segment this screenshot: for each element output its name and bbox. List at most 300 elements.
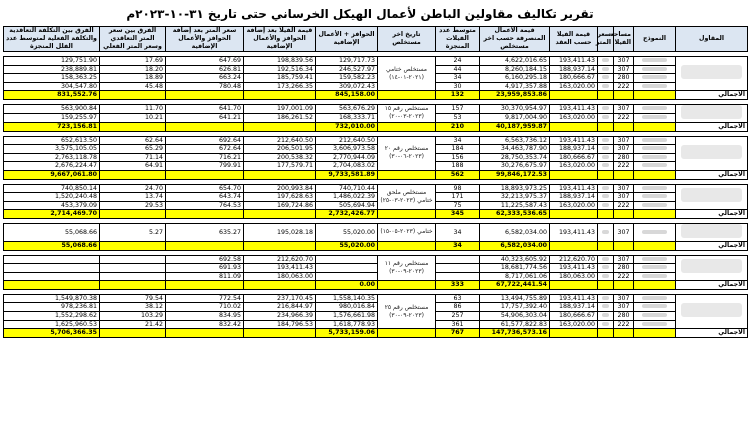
total-cost-diff-cell: 2,714,469.70: [4, 210, 100, 219]
rate-cell-redacted: [598, 272, 614, 281]
rate-diff-cell: 79.54: [100, 294, 166, 303]
rate-diff-cell: 71.14: [100, 153, 166, 162]
table-row: [4, 74, 748, 83]
villa-after-cell: 216,844.97: [244, 303, 316, 312]
redacted-model: [642, 296, 668, 300]
total-empty-cell: [244, 122, 316, 131]
incentives-cell: 168,333.71: [316, 113, 378, 122]
rate-diff-cell: 65.29: [100, 145, 166, 154]
total-cost-diff-cell: 55,068.66: [4, 241, 100, 250]
redacted-model: [642, 230, 668, 234]
rate-cell-redacted: [598, 82, 614, 91]
villa-price-cell: 193,411.43: [550, 294, 598, 303]
model-cell-redacted: [634, 145, 676, 154]
total-empty-cell: [166, 281, 244, 290]
total-empty-cell: [550, 241, 598, 250]
date-cell: مستخلص رقم ٢٠ (٢٠٢٣-٠٦-٣٠): [378, 136, 436, 170]
table-row: [4, 153, 748, 162]
total-row: [4, 241, 748, 250]
cost-diff-cell: [4, 272, 100, 281]
model-cell-redacted: [634, 65, 676, 74]
avg-done-cell: 53: [436, 113, 480, 122]
total-cost-diff-cell: 9,667,061.80: [4, 170, 100, 179]
contractor-cell-redacted: [676, 136, 748, 170]
villa-price-cell: 188,937.14: [550, 145, 598, 154]
rate-diff-cell: [100, 255, 166, 264]
avg-done-cell: [436, 264, 480, 273]
cost-diff-cell: 563,900.84: [4, 104, 100, 113]
cost-diff-cell: [4, 255, 100, 264]
completed-cell: 30,370,954.97: [480, 104, 550, 113]
model-cell-redacted: [634, 136, 676, 145]
total-empty-cell: [378, 122, 436, 131]
model-cell-redacted: [634, 255, 676, 264]
avg-done-cell: 75: [436, 201, 480, 210]
date-cell: مستخلص ختامي (٢٠٢١-٠١-١٤): [378, 57, 436, 91]
total-completed-cell: 99,846,172.53: [480, 170, 550, 179]
total-empty-cell: [634, 91, 676, 100]
villa-after-cell: 195,028.18: [244, 223, 316, 241]
total-cost-diff-cell: 5,706,366.35: [4, 329, 100, 338]
rate-after-cell: 764.53: [166, 201, 244, 210]
rate-after-cell: 716.21: [166, 153, 244, 162]
completed-cell: 18,893,973.25: [480, 184, 550, 193]
total-row: [4, 329, 748, 338]
redacted-model: [642, 274, 668, 278]
villa-price-cell: 180,666.67: [550, 153, 598, 162]
redacted-rate: [602, 313, 610, 317]
villa-after-cell: 200,993.84: [244, 184, 316, 193]
rate-cell-redacted: [598, 57, 614, 66]
total-empty-cell: [244, 329, 316, 338]
cost-diff-cell: 158,363.25: [4, 74, 100, 83]
villa-price-cell: 188,937.14: [550, 303, 598, 312]
model-cell-redacted: [634, 272, 676, 281]
rate-diff-cell: 21.42: [100, 320, 166, 329]
rate-cell-redacted: [598, 184, 614, 193]
completed-cell: 13,494,755.89: [480, 294, 550, 303]
avg-done-cell: 156: [436, 153, 480, 162]
model-cell-redacted: [634, 74, 676, 83]
avg-done-cell: 188: [436, 162, 480, 171]
contractor-cell-redacted: [676, 223, 748, 241]
rate-diff-cell: 18.20: [100, 65, 166, 74]
cost-diff-cell: 2,763,118.78: [4, 153, 100, 162]
incentives-cell: [316, 264, 378, 273]
redacted-model: [642, 146, 668, 150]
model-cell-redacted: [634, 223, 676, 241]
col-model: النموذج: [634, 27, 676, 52]
redacted-rate: [602, 296, 610, 300]
redacted-rate: [602, 186, 610, 190]
rate-diff-cell: 45.48: [100, 82, 166, 91]
redacted-model: [642, 265, 668, 269]
area-cell: 280: [614, 74, 634, 83]
total-cost-diff-cell: 723,156.81: [4, 122, 100, 131]
total-empty-cell: [598, 329, 614, 338]
total-empty-cell: [598, 170, 614, 179]
redacted-model: [642, 203, 668, 207]
villa-price-cell: 193,411.43: [550, 184, 598, 193]
incentives-cell: 3,606,973.58: [316, 145, 378, 154]
table-row: [4, 193, 748, 202]
total-empty-cell: [598, 241, 614, 250]
completed-cell: 4,622,016.65: [480, 57, 550, 66]
rate-diff-cell: [100, 264, 166, 273]
incentives-cell: 2,704,083.02: [316, 162, 378, 171]
total-avg-cell: 562: [436, 170, 480, 179]
redacted-rate: [602, 155, 610, 159]
incentives-cell: 246,527.97: [316, 65, 378, 74]
total-cost-diff-cell: [4, 281, 100, 290]
total-incentives-cell: 0.00: [316, 281, 378, 290]
cost-report-table: [3, 26, 748, 338]
total-avg-cell: 333: [436, 281, 480, 290]
area-cell: 307: [614, 136, 634, 145]
rate-after-cell: 772.54: [166, 294, 244, 303]
col-contractor: المقاول: [676, 27, 748, 52]
rate-diff-cell: 24.70: [100, 184, 166, 193]
redacted-rate: [602, 274, 610, 278]
rate-cell-redacted: [598, 162, 614, 171]
avg-done-cell: 34: [436, 223, 480, 241]
redacted-contractor: [681, 105, 741, 119]
redacted-rate: [602, 257, 610, 261]
redacted-rate: [602, 146, 610, 150]
total-empty-cell: [598, 281, 614, 290]
col-rate: سعر المتر: [598, 27, 614, 52]
total-empty-cell: [244, 170, 316, 179]
redacted-rate: [602, 84, 610, 88]
area-cell: 222: [614, 113, 634, 122]
rate-cell-redacted: [598, 136, 614, 145]
model-cell-redacted: [634, 303, 676, 312]
area-cell: 222: [614, 201, 634, 210]
table-row: [4, 145, 748, 154]
total-empty-cell: [100, 329, 166, 338]
total-avg-cell: 34: [436, 241, 480, 250]
area-cell: 222: [614, 82, 634, 91]
rate-diff-cell: 10.21: [100, 113, 166, 122]
rate-cell-redacted: [598, 193, 614, 202]
incentives-cell: 159,582.23: [316, 74, 378, 83]
total-incentives-cell: 5,733,159.06: [316, 329, 378, 338]
total-incentives-cell: 2,732,426.77: [316, 210, 378, 219]
villa-price-cell: 180,666.67: [550, 312, 598, 321]
total-empty-cell: [598, 91, 614, 100]
rate-cell-redacted: [598, 145, 614, 154]
villa-price-cell: 212,620.70: [550, 255, 598, 264]
area-cell: 222: [614, 162, 634, 171]
villa-price-cell: 163,020.00: [550, 201, 598, 210]
villa-price-cell: 163,020.00: [550, 320, 598, 329]
table-row: [4, 272, 748, 281]
rate-cell-redacted: [598, 294, 614, 303]
total-empty-cell: [614, 329, 634, 338]
cost-diff-cell: 55,068.66: [4, 223, 100, 241]
date-cell: مستخلص رقم ١١ (٢٠٢٣-٠٩-٣٠): [378, 255, 436, 281]
rate-after-cell: 641.21: [166, 113, 244, 122]
redacted-model: [642, 67, 668, 71]
model-cell-redacted: [634, 184, 676, 193]
incentives-cell: 212,640.50: [316, 136, 378, 145]
total-completed-cell: 62,333,536.65: [480, 210, 550, 219]
incentives-cell: 980,016.84: [316, 303, 378, 312]
avg-done-cell: 171: [436, 193, 480, 202]
completed-cell: 30,276,675.97: [480, 162, 550, 171]
table-row: [4, 255, 748, 264]
redacted-model: [642, 163, 668, 167]
redacted-model: [642, 257, 668, 261]
table-row: [4, 82, 748, 91]
total-row: [4, 170, 748, 179]
model-cell-redacted: [634, 104, 676, 113]
col-rate-after: سعر المتر بعد إضافة الحوافز والأعمال الإضافية: [166, 27, 244, 52]
total-label: الاجمالي: [676, 210, 748, 219]
model-cell-redacted: [634, 113, 676, 122]
redacted-rate: [602, 304, 610, 308]
total-empty-cell: [244, 241, 316, 250]
total-empty-cell: [614, 122, 634, 131]
area-cell: 307: [614, 145, 634, 154]
area-cell: 280: [614, 264, 634, 273]
completed-cell: 32,213,975.37: [480, 193, 550, 202]
redacted-rate: [602, 67, 610, 71]
redacted-contractor: [681, 65, 741, 79]
cost-diff-cell: 740,850.14: [4, 184, 100, 193]
avg-done-cell: 63: [436, 294, 480, 303]
incentives-cell: [316, 272, 378, 281]
avg-done-cell: 34: [436, 136, 480, 145]
total-empty-cell: [166, 329, 244, 338]
area-cell: 307: [614, 65, 634, 74]
rate-after-cell: 710.02: [166, 303, 244, 312]
total-empty-cell: [378, 241, 436, 250]
header-row: [4, 27, 748, 52]
rate-after-cell: 626.81: [166, 65, 244, 74]
total-empty-cell: [614, 170, 634, 179]
redacted-model: [642, 138, 668, 142]
villa-price-cell: 193,411.43: [550, 57, 598, 66]
villa-after-cell: 212,640.50: [244, 136, 316, 145]
col-rate-diff: الفرق بين سعر المتر التعاقدي وسعر المتر الفعلي: [100, 27, 166, 52]
rate-after-cell: 832.42: [166, 320, 244, 329]
completed-cell: 40,323,605.92: [480, 255, 550, 264]
total-label: الاجمالي: [676, 170, 748, 179]
col-villa-after: قيمة الفيلا بعد إضافة الحوافز والأعمال الإضافية: [244, 27, 316, 52]
total-empty-cell: [550, 122, 598, 131]
cost-diff-cell: [4, 264, 100, 273]
redacted-contractor: [681, 145, 741, 159]
table-row: [4, 136, 748, 145]
total-label: الاجمالي: [676, 329, 748, 338]
redacted-rate: [602, 203, 610, 207]
redacted-rate: [602, 138, 610, 142]
col-area: مساحة الفيلا: [614, 27, 634, 52]
table-row: [4, 312, 748, 321]
total-label: الاجمالي: [676, 281, 748, 290]
redacted-model: [642, 106, 668, 110]
total-empty-cell: [550, 329, 598, 338]
redacted-contractor: [681, 188, 741, 202]
completed-cell: 6,563,736.12: [480, 136, 550, 145]
col-completed: قيمة الأعمال المنصرفة حسب اخر مستخلص: [480, 27, 550, 52]
model-cell-redacted: [634, 82, 676, 91]
total-row: [4, 122, 748, 131]
cost-diff-cell: 159,255.97: [4, 113, 100, 122]
villa-after-cell: 177,579.71: [244, 162, 316, 171]
table-row: [4, 57, 748, 66]
villa-after-cell: 198,839.56: [244, 57, 316, 66]
total-empty-cell: [614, 281, 634, 290]
total-row: [4, 210, 748, 219]
total-empty-cell: [550, 91, 598, 100]
cost-diff-cell: 453,379.09: [4, 201, 100, 210]
rate-cell-redacted: [598, 320, 614, 329]
cost-diff-cell: 1,625,960.53: [4, 320, 100, 329]
table-row: [4, 104, 748, 113]
avg-done-cell: 24: [436, 57, 480, 66]
area-cell: 307: [614, 184, 634, 193]
villa-after-cell: 184,796.53: [244, 320, 316, 329]
cost-diff-cell: 1,520,240.48: [4, 193, 100, 202]
redacted-contractor: [681, 259, 741, 273]
total-label: الاجمالي: [676, 122, 748, 131]
total-empty-cell: [598, 210, 614, 219]
redacted-rate: [602, 322, 610, 326]
villa-price-cell: 163,020.00: [550, 82, 598, 91]
date-cell: مستخلص ملحق ختامي (٢٠٢٣-٠٣-٢٥): [378, 184, 436, 210]
report-title: تقرير تكاليف مقاولين الباطن لأعمال الهيكل الخرساني حتى تاريخ ٣١-١٠-٢٠٢٣م: [126, 7, 594, 21]
rate-cell-redacted: [598, 201, 614, 210]
total-empty-cell: [378, 281, 436, 290]
redacted-model: [642, 155, 668, 159]
rate-after-cell: 641.70: [166, 104, 244, 113]
table-row: [4, 303, 748, 312]
redacted-model: [642, 58, 668, 62]
completed-cell: 9,817,004.90: [480, 113, 550, 122]
villa-price-cell: 163,020.00: [550, 162, 598, 171]
redacted-model: [642, 322, 668, 326]
villa-price-cell: 188,937.14: [550, 193, 598, 202]
model-cell-redacted: [634, 320, 676, 329]
incentives-cell: 129,717.73: [316, 57, 378, 66]
villa-price-cell: 188,937.14: [550, 65, 598, 74]
villa-after-cell: 192,516.34: [244, 65, 316, 74]
total-empty-cell: [244, 91, 316, 100]
area-cell: 307: [614, 57, 634, 66]
table-row: [4, 184, 748, 193]
table-row: [4, 113, 748, 122]
total-incentives-cell: 55,020.00: [316, 241, 378, 250]
cost-diff-cell: 652,613.50: [4, 136, 100, 145]
rate-after-cell: 663.24: [166, 74, 244, 83]
rate-diff-cell: 11.70: [100, 104, 166, 113]
total-empty-cell: [244, 210, 316, 219]
model-cell-redacted: [634, 57, 676, 66]
incentives-cell: 1,486,022.39: [316, 193, 378, 202]
avg-done-cell: [436, 272, 480, 281]
total-empty-cell: [634, 281, 676, 290]
rate-diff-cell: 18.89: [100, 74, 166, 83]
villa-after-cell: 193,411.43: [244, 264, 316, 273]
col-incentives: الحوافز + الأعمال الإضافية: [316, 27, 378, 52]
villa-after-cell: 185,759.41: [244, 74, 316, 83]
rate-cell-redacted: [598, 255, 614, 264]
villa-after-cell: 180,063.00: [244, 272, 316, 281]
total-empty-cell: [100, 241, 166, 250]
completed-cell: 8,260,184.15: [480, 65, 550, 74]
redacted-rate: [602, 230, 610, 234]
cost-diff-cell: 2,676,224.47: [4, 162, 100, 171]
villa-after-cell: 212,620.70: [244, 255, 316, 264]
total-completed-cell: 147,736,573.16: [480, 329, 550, 338]
total-empty-cell: [100, 210, 166, 219]
contractor-cell-redacted: [676, 184, 748, 210]
redacted-contractor: [681, 303, 741, 317]
incentives-cell: 740,710.44: [316, 184, 378, 193]
avg-done-cell: 34: [436, 74, 480, 83]
villa-price-cell: 193,411.43: [550, 104, 598, 113]
villa-after-cell: 200,538.32: [244, 153, 316, 162]
incentives-cell: 1,576,661.98: [316, 312, 378, 321]
total-empty-cell: [598, 122, 614, 131]
villa-after-cell: 206,501.95: [244, 145, 316, 154]
villa-price-cell: 193,411.43: [550, 136, 598, 145]
rate-cell-redacted: [598, 303, 614, 312]
redacted-model: [642, 75, 668, 79]
cost-diff-cell: 129,751.90: [4, 57, 100, 66]
rate-cell-redacted: [598, 223, 614, 241]
completed-cell: 8,717,061.06: [480, 272, 550, 281]
completed-cell: 28,750,353.74: [480, 153, 550, 162]
rate-diff-cell: 103.29: [100, 312, 166, 321]
area-cell: 307: [614, 294, 634, 303]
completed-cell: 4,917,357.88: [480, 82, 550, 91]
total-empty-cell: [550, 281, 598, 290]
model-cell-redacted: [634, 153, 676, 162]
contractor-cell-redacted: [676, 104, 748, 122]
contractor-cell-redacted: [676, 255, 748, 281]
contractor-cell-redacted: [676, 294, 748, 328]
avg-done-cell: [436, 255, 480, 264]
avg-done-cell: 98: [436, 184, 480, 193]
villa-after-cell: 234,966.39: [244, 312, 316, 321]
rate-after-cell: 643.74: [166, 193, 244, 202]
total-empty-cell: [100, 281, 166, 290]
total-row: [4, 91, 748, 100]
redacted-rate: [602, 75, 610, 79]
completed-cell: 17,757,392.40: [480, 303, 550, 312]
col-cost-diff: الفرق بين التكلفة التعاقدية والتكلفة الفعلية لمتوسط عدد الفلل المنجزة: [4, 27, 100, 52]
rate-diff-cell: 64.91: [100, 162, 166, 171]
total-completed-cell: 23,959,853.86: [480, 91, 550, 100]
avg-done-cell: 44: [436, 65, 480, 74]
villa-after-cell: 173,266.35: [244, 82, 316, 91]
completed-cell: 54,906,303.04: [480, 312, 550, 321]
avg-done-cell: 361: [436, 320, 480, 329]
cost-diff-cell: 1,552,298.62: [4, 312, 100, 321]
redacted-model: [642, 313, 668, 317]
total-empty-cell: [100, 91, 166, 100]
total-empty-cell: [244, 281, 316, 290]
villa-price-cell: 180,666.67: [550, 74, 598, 83]
redacted-model: [642, 186, 668, 190]
total-completed-cell: 6,582,034.00: [480, 241, 550, 250]
redacted-rate: [602, 265, 610, 269]
date-cell: مستخلص رقم ١٥ (٢٠٢٣-٠٣-٢٠): [378, 104, 436, 122]
rate-diff-cell: 5.27: [100, 223, 166, 241]
